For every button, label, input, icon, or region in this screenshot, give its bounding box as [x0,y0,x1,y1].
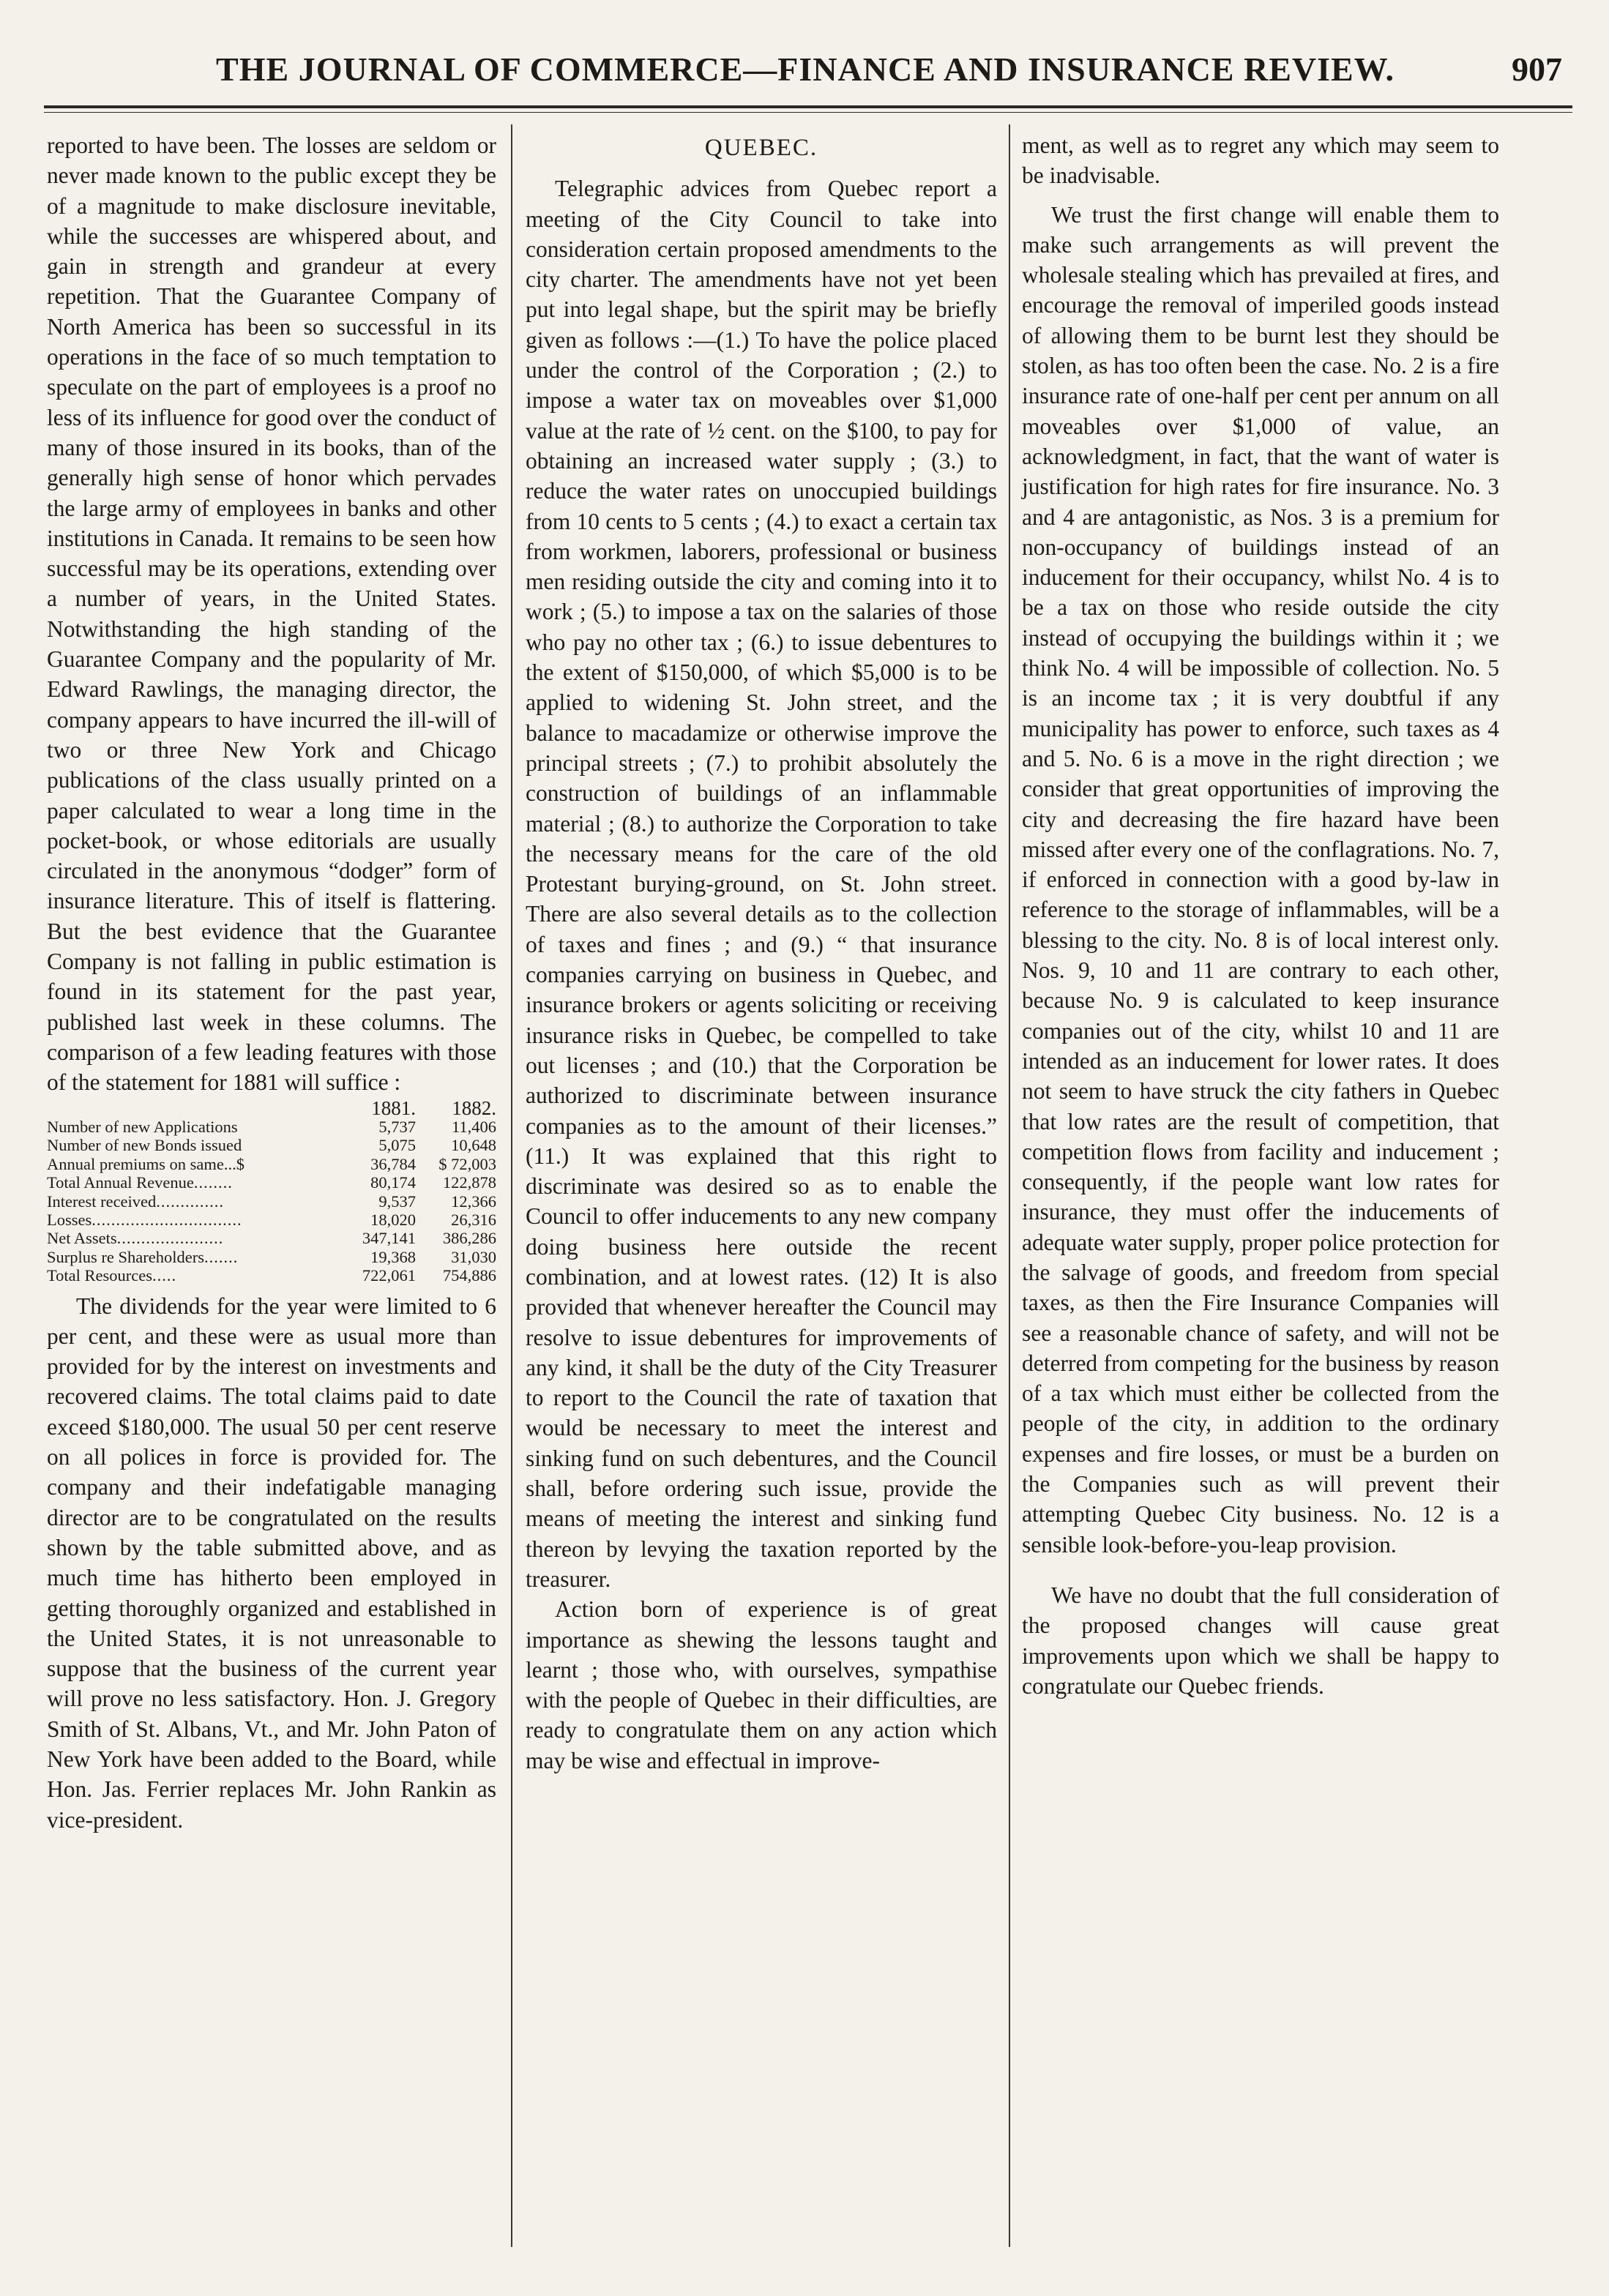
row-label: Number of new Bonds issued [47,1136,242,1155]
table-row [47,1248,496,1266]
column-header-1881: 1881. [371,1096,416,1119]
column-middle [526,130,997,1776]
value-1881: 9,537 [378,1192,416,1211]
article-paragraph: We trust the first change will enable them to make such arrangements as will prevent the wholesale stealing which has prevailed at fires, and encourage the removal of imperiled goods instead of allowing them to be burnt lest they should be stolen, as has too often been the case. No. 2 is a fire insurance rate of one-half per cent per annum on all moveables over $1,000 of value, an acknowledgment, in fact, that the want of water is justification for high rates for fire insurance. No. 3 and 4 are antagonistic, as Nos. 3 is a premium for non-occupancy of buildings instead of an inducement for their occupancy, whilst No. 4 is to be a tax on those who reside outside the city instead of occupying the buildings within it ; we think No. 4 will be impossible of collection. No. 5 is an income tax ; it is very doubtful if any municipality has power to enforce, such taxes as 4 and 5. No. 6 is a move in the right direction ; we consider that great opportunities of improving the city and decreasing the fire hazard have been missed after every one of the conflagrations. No. 7, if enforced in connection with a good by-law in reference to the storage of inflammables, will be a blessing to the city. No. 8 is of local interest only. Nos. 9, 10 and 11 are contrary to each other, because No. 9 is calculated to keep insurance companies out of the city, whilst 10 and 11 are intended as an inducement for lower rates. It does not seem to have struck the city fathers in Quebec that low rates are the result of competition, that competition flows from facility and inducement ; consequently, if the people want low rates for insurance, they must offer the inducements of adequate water supply, proper police protection for the salvage of goods, and freedom from special taxes, as then the Fire Insurance Companies will see a reasonable chance of safety, and will not be deterred from competing for the business by reason of a tax which must either be collected from the people of the city, in addition to the ordinary expenses and fire losses, or must be a burden on the Companies such as will prevent their attempting Quebec City business. No. 12 is a sensible look-before-you-leap provision. [1022,201,1499,1558]
value-1881: 347,141 [362,1229,416,1248]
leader-dots: ............................... [92,1210,242,1229]
comparison-table [47,1096,496,1285]
value-1882: 12,366 [451,1192,496,1211]
value-1881: 18,020 [370,1210,416,1229]
value-1882: 386,286 [442,1229,496,1248]
page-header [44,50,1567,101]
value-1882: 26,316 [451,1210,496,1229]
article-paragraph: ment, as well as to regret any which may seem to be inadvisable. [1022,132,1499,189]
value-1881: 722,061 [362,1266,416,1285]
leader-dots: ...................... [116,1229,224,1248]
column-left [47,130,496,1835]
article-paragraph: reported to have been. The losses are seldom or never made known to the public except they be of a magnitude to make disclosure inevitable, while the successes are whispered about, and gain in strength and grandeur at every repetition. That the Guarantee Company of North America has been so successful in its operations in the face of so much temptation to speculate on the part of employees is a proof no less of its influence for good over the conduct of many of those insured in its books, than of the generally high sense of honor which pervades the large army of employees in banks and other institutions in Canada. It remains to be seen how successful may be its operations, extending over a number of years, in the United States. Notwithstanding the high standing of the Guarantee Company and the popularity of Mr. Edward Rawlings, the managing director, the company appears to have incurred the ill-will of two or three New York and Chicago publications of the class usually printed on a paper calculated to wear a long time in the pocket-book, or whose editorials are usually circulated in the anonymous “dodger” form of insurance literature. This of itself is flattering. But the best evidence that the Guarantee Company is not falling in public estimation is found in its statement for the past year, published last week in these columns. The comparison of a few leading features with those of the statement for 1881 will suffice : [47,132,496,1096]
table-row [47,1173,496,1192]
value-1881: 36,784 [370,1154,416,1173]
column-right [1022,130,1499,1701]
table-row [47,1211,496,1229]
leader-dots: ....... [204,1247,239,1266]
value-1881: 80,174 [370,1173,416,1192]
column-divider-1 [511,124,512,2247]
page-number: 907 [1512,51,1562,88]
row-label: Number of new Applications [47,1117,238,1136]
table-header [47,1096,496,1119]
table-row [47,1118,496,1136]
value-1882: 754,886 [442,1266,496,1285]
row-label: Annual premiums on same...$ [47,1154,244,1173]
article-paragraph: We have no doubt that the full consideration of the proposed changes will cause great improvements upon which we shall be happy to congratulate our Quebec friends. [1022,1582,1499,1699]
header-rule-thin [44,112,1572,113]
leader-dots: ..... [152,1266,177,1285]
row-label: Total Resources [47,1266,153,1285]
value-1881: 5,737 [378,1117,416,1136]
header-rule [44,105,1572,108]
row-label: Total Annual Revenue [47,1173,194,1192]
value-1881: 19,368 [370,1247,416,1266]
article-paragraph: The dividends for the year were limited to 6 per cent, and these were as usual more than provided for by the interest on investments and recovered claims. The total claims paid to date exceed $180,000. The usual 50 per cent reserve on all polices in force is provided for. The company and their indefatigable managing director are to be congratulated on the results shown by the table submitted above, and as much time has hitherto been employed in getting thoroughly organized and established in the United States, it is not unreasonable to suppose that the business of the current year will prove no less satisfactory. Hon. J. Gregory Smith of St. Albans, Vt., and Mr. John Paton of New York have been added to the Board, while Hon. Jas. Ferrier replaces Mr. John Rankin as vice-president. [47,1293,496,1833]
value-1882: $ 72,003 [438,1154,496,1173]
row-label: Surplus re Shareholders [47,1247,204,1266]
table-row [47,1155,496,1173]
value-1882: 31,030 [451,1247,496,1266]
leader-dots: .............. [156,1192,225,1211]
row-label: Interest received [47,1192,157,1211]
value-1881: 5,075 [378,1136,416,1155]
column-header-1882: 1882. [452,1096,496,1119]
row-label: Net Assets [47,1229,117,1248]
table-row [47,1229,496,1247]
row-label: Losses [47,1210,92,1229]
article-paragraph: Action born of experience is of great importance as shewing the lessons taught and learnt ; those who, with ourselves, sympathise with the people of Quebec in their difficulties, are ready to congratulate them on any action which may be wise and effectual in improve- [526,1596,997,1773]
value-1882: 10,648 [451,1136,496,1155]
table-row [47,1192,496,1211]
value-1882: 11,406 [451,1117,496,1136]
value-1882: 122,878 [442,1173,496,1192]
table-row [47,1266,496,1285]
table-row [47,1136,496,1154]
section-heading: QUEBEC. [704,135,818,161]
journal-title: THE JOURNAL OF COMMERCE—FINANCE AND INSURANCE REVIEW. [216,51,1395,88]
leader-dots: ........ [193,1173,233,1192]
column-divider-2 [1009,124,1010,2247]
article-paragraph: Telegraphic advices from Quebec report a meeting of the City Council to take into consideration certain proposed amendments to the city charter. The amendments have not yet been put into legal shape, but the spirit may be briefly given as follows :—(1.) To have the police placed under the control of the Corporation ; (2.) to impose a water tax on moveables over $1,000 value at the rate of ½ cent. on the $100, to pay for obtaining an increased water supply ; (3.) to reduce the water rates on unoccupied buildings from 10 cents to 5 cents ; (4.) to exact a certain tax from workmen, laborers, professional or business men residing outside the city and coming into it to work ; (5.) to impose a tax on the salaries of those who pay no other tax ; (6.) to issue debentures to the extent of $150,000, of which $5,000 is to be applied to widening St. John street, and the balance to macadamize or otherwise improve the principal streets ; (7.) to prohibit absolutely the construction of buildings of an inflammable material ; (8.) to authorize the Corporation to take the necessary means for the care of the old Protestant burying-ground, on St. John street. There are also several details as to the collection of taxes and fines ; and (9.) “ that insurance companies carrying on business in Quebec, and insurance brokers or agents soliciting or receiving insurance risks in Quebec, be compelled to take out licenses ; and (10.) that the Corporation be authorized to discriminate between insurance companies as to the amount of their licenses.” (11.) It was explained that this right to discriminate was desired so as to enable the Council to offer inducements to any new company doing business here outside the recent combination, and at lowest rates. (12) It is also provided that whenever hereafter the Council may resolve to issue debentures for improvements of any kind, it shall be the duty of the City Treasurer to report to the Council the rate of taxation that would be necessary to meet the interest and sinking fund on such debentures, and the Council shall, before ordering such issue, provide the means of meeting the interest and sinking fund thereon by levying the taxation reported by the treasurer. [526,176,997,1592]
